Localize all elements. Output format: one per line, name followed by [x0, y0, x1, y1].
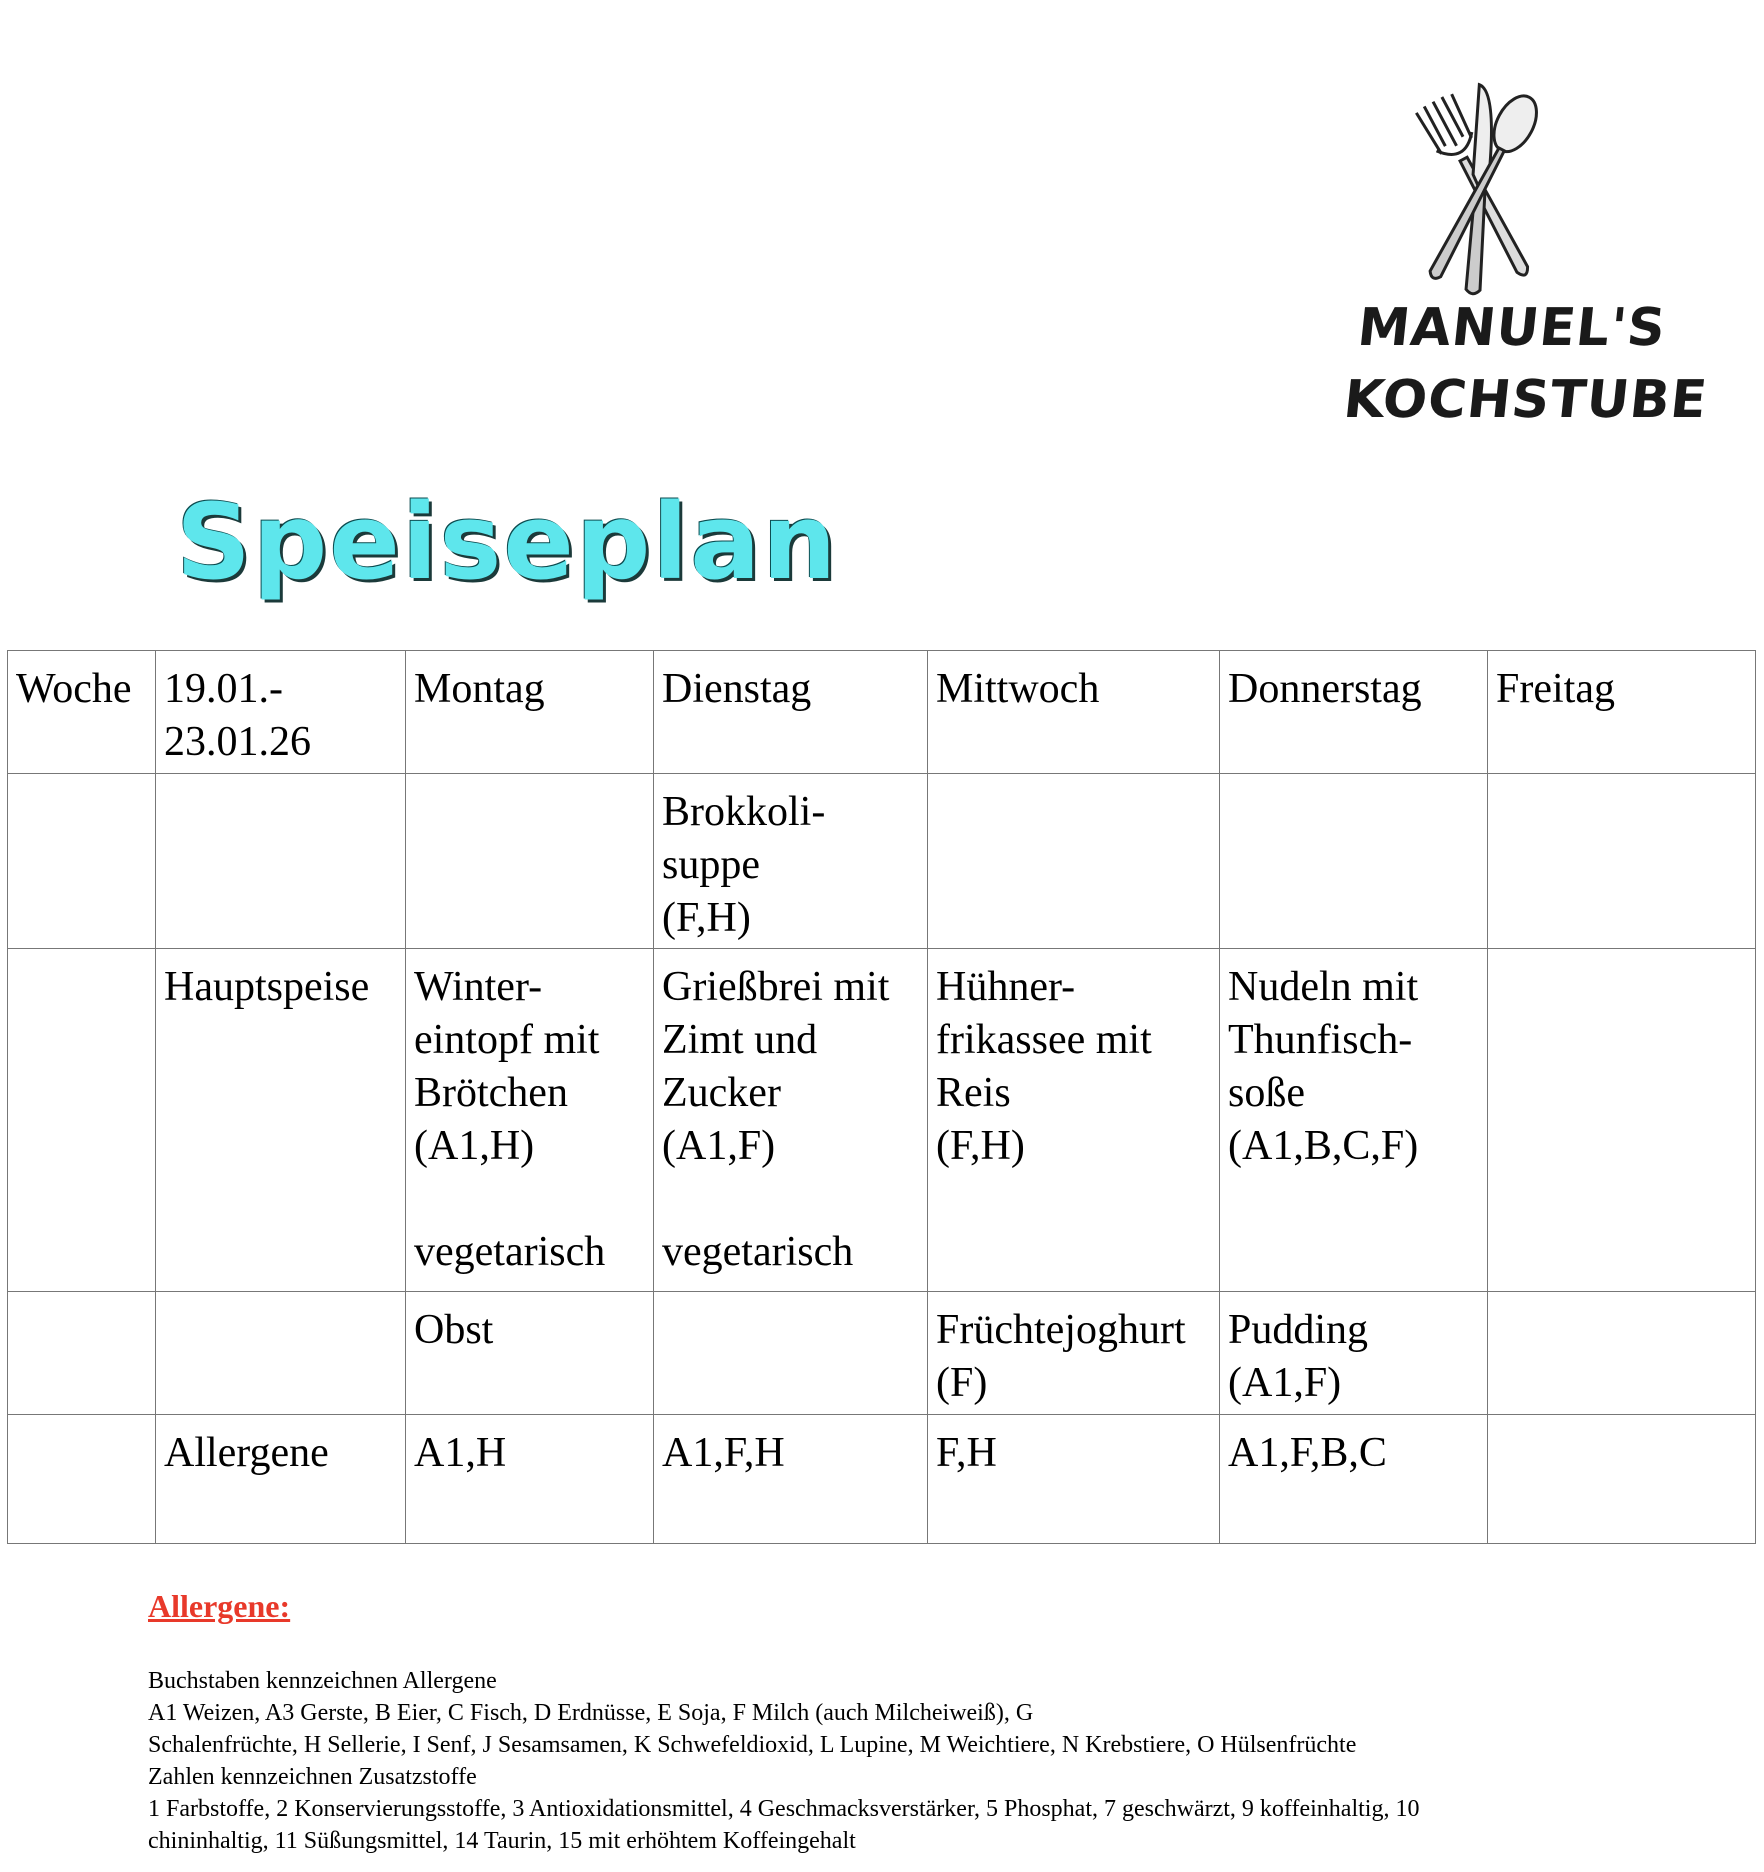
legend-line: Zahlen kennzeichnen Zusatzstoffe	[148, 1764, 477, 1790]
legend-line: A1 Weizen, A3 Gerste, B Eier, C Fisch, D Erdnüsse, E Soja, F Milch (auch Milcheiweiß), G	[148, 1700, 1034, 1726]
legend-line: 1 Farbstoffe, 2 Konservierungsstoffe, 3 Antioxidationsmittel, 4 Geschmacksverstärker, 5 Phosphat, 7 geschwärzt, 9 koffeinhaltig, 10	[148, 1796, 1420, 1822]
table-cell	[928, 774, 1220, 949]
table-row	[8, 1415, 1756, 1544]
table-cell: Hauptspeise	[156, 949, 406, 1292]
header-cell: Montag	[406, 651, 654, 774]
table-cell	[8, 1415, 156, 1544]
table-cell: A1,H	[406, 1415, 654, 1544]
table-cell: Brokkoli- suppe (F,H)	[654, 774, 928, 949]
table-cell: A1,F,H	[654, 1415, 928, 1544]
table-cell: Früchtejoghurt (F)	[928, 1292, 1220, 1415]
legend-line: Buchstaben kennzeichnen Allergene	[148, 1668, 497, 1694]
header-cell: Freitag	[1488, 651, 1756, 774]
page-title: Speiseplan	[176, 481, 839, 603]
table-cell: Pudding (A1,F)	[1220, 1292, 1488, 1415]
table-cell: A1,F,B,C	[1220, 1415, 1488, 1544]
table-row	[8, 774, 1756, 949]
table-cell: Grießbrei mit Zimt und Zucker (A1,F) vegetarisch	[654, 949, 928, 1292]
table-row	[8, 1292, 1756, 1415]
table-cell: Hühner- frikassee mit Reis (F,H)	[928, 949, 1220, 1292]
cutlery-icon	[1330, 80, 1630, 300]
table-cell	[406, 774, 654, 949]
allergen-legend	[148, 1588, 1648, 1857]
table-cell: Allergene	[156, 1415, 406, 1544]
table-cell: Winter- eintopf mit Brötchen (A1,H) vegetarisch	[406, 949, 654, 1292]
header-cell: Donnerstag	[1220, 651, 1488, 774]
table-cell	[156, 774, 406, 949]
logo	[1330, 80, 1711, 440]
table-cell: Obst	[406, 1292, 654, 1415]
header-cell: Dienstag	[654, 651, 928, 774]
header-cell: 19.01.- 23.01.26	[156, 651, 406, 774]
table-cell	[654, 1292, 928, 1415]
legend-heading: Allergene:	[148, 1588, 291, 1624]
table-cell	[8, 1292, 156, 1415]
table-cell	[156, 1292, 406, 1415]
table-header-row	[8, 651, 1756, 774]
table-cell	[1488, 1292, 1756, 1415]
header-cell: Mittwoch	[928, 651, 1220, 774]
table-cell	[1488, 949, 1756, 1292]
table-cell	[1488, 1415, 1756, 1544]
logo-line-2: KOCHSTUBE	[1340, 370, 1711, 430]
logo-line-1: MANUEL'S	[1354, 298, 1669, 358]
table-cell	[8, 774, 156, 949]
legend-line: chininhaltig, 11 Süßungsmittel, 14 Taurin, 15 mit erhöhtem Koffeingehalt	[148, 1828, 856, 1854]
table-cell	[8, 949, 156, 1292]
header-cell: Woche	[8, 651, 156, 774]
table-cell	[1220, 774, 1488, 949]
table-cell: F,H	[928, 1415, 1220, 1544]
table-row	[8, 949, 1756, 1292]
legend-line: Schalenfrüchte, H Sellerie, I Senf, J Sesamsamen, K Schwefeldioxid, L Lupine, M Weichtiere, N Krebstiere, O Hülsenfrüchte	[148, 1732, 1357, 1758]
table-cell: Nudeln mit Thunfisch- soße (A1,B,C,F)	[1220, 949, 1488, 1292]
menu-table	[7, 650, 1756, 1544]
table-cell	[1488, 774, 1756, 949]
